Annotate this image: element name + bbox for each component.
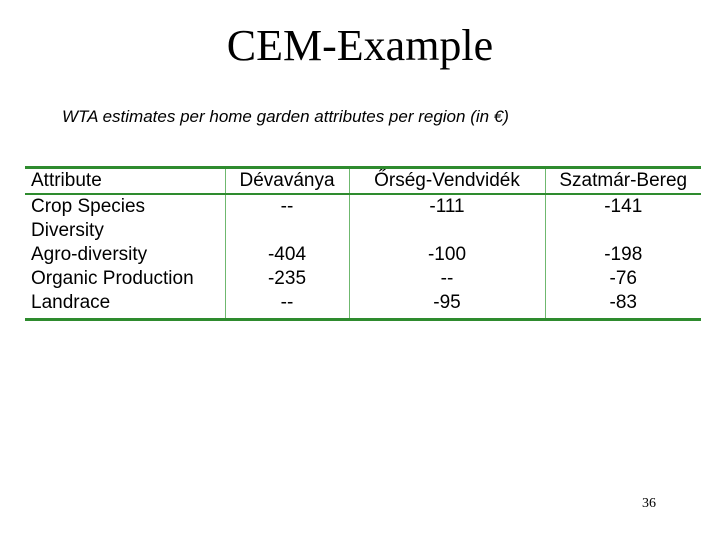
value-cell: --	[225, 194, 349, 219]
header-devavanya: Dévaványa	[225, 169, 349, 194]
table-row	[25, 267, 701, 291]
attribute-cell: Landrace	[31, 292, 111, 313]
slide-title: CEM-Example	[226, 21, 494, 70]
table-row	[25, 243, 701, 267]
value-cell	[225, 219, 349, 243]
value-cell: -111	[349, 194, 545, 219]
value-cell: -235	[225, 267, 349, 291]
table-row	[25, 219, 701, 243]
value-cell: --	[225, 291, 349, 318]
attribute-cell: Organic Production	[31, 268, 194, 289]
value-cell: -141	[545, 194, 701, 219]
value-cell	[349, 219, 545, 243]
value-cell: -198	[545, 243, 701, 267]
attribute-cell: Crop Species	[31, 196, 146, 217]
attribute-cell: Agro-diversity	[31, 244, 148, 265]
value-cell: -404	[225, 243, 349, 267]
header-szatmar-bereg: Szatmár-Bereg	[545, 169, 701, 194]
header-attribute: Attribute	[25, 169, 225, 194]
value-cell: -83	[545, 291, 701, 318]
wta-table	[25, 169, 701, 318]
wta-table-container	[25, 166, 701, 321]
table-row	[25, 291, 701, 318]
page-number: 36	[642, 496, 656, 511]
value-cell: --	[349, 267, 545, 291]
value-cell	[545, 219, 701, 243]
value-cell: -95	[349, 291, 545, 318]
table-caption: WTA estimates per home garden attributes per region (in €)	[62, 107, 509, 126]
header-orseg-vendvidek: Őrség-Vendvidék	[349, 169, 545, 194]
attribute-cell: Diversity	[31, 220, 104, 241]
value-cell: -100	[349, 243, 545, 267]
value-cell: -76	[545, 267, 701, 291]
table-row	[25, 194, 701, 219]
table-header-row	[25, 169, 701, 194]
